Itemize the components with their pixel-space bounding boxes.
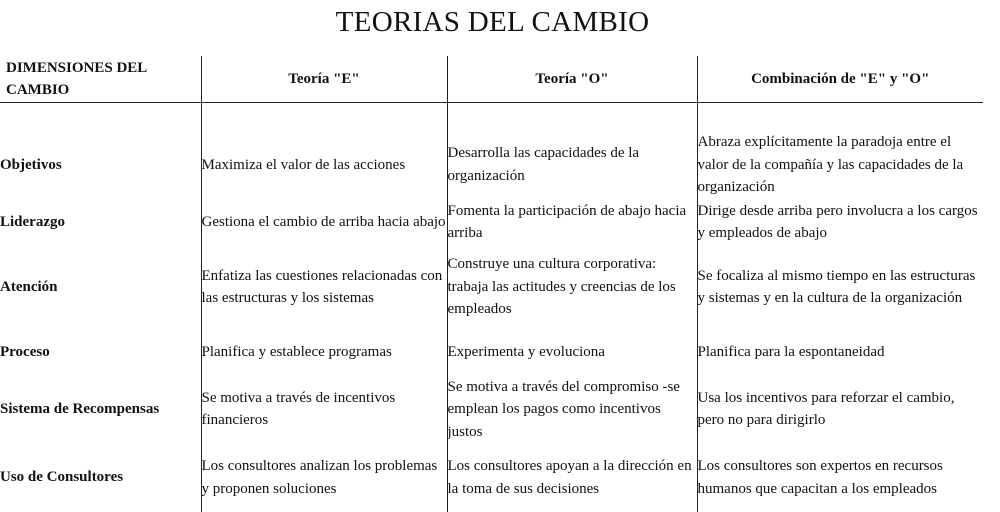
- table-body: [0, 103, 983, 512]
- row-label-atencion: Atención: [0, 246, 201, 329]
- cell-teoria-e: Enfatiza las cuestiones relacionadas con las estructuras y los sistemas: [201, 246, 447, 329]
- cell-combinacion: Abraza explícitamente la paradoja entre el valor de la compañía y las capacidades de la organización: [697, 103, 983, 199]
- header-teoria-e: Teoría "E": [201, 56, 447, 103]
- cell-teoria-e: Se motiva a través de incentivos financieros: [201, 376, 447, 444]
- cell-teoria-o: Fomenta la participación de abajo hacia arriba: [447, 199, 697, 246]
- cell-teoria-o: Construye una cultura corporativa: trabaja las actitudes y creencias de los empleados: [447, 246, 697, 329]
- cell-teoria-o: Desarrolla las capacidades de la organización: [447, 103, 697, 199]
- cell-teoria-e: Planifica y establece programas: [201, 329, 447, 376]
- header-teoria-o: Teoría "O": [447, 56, 697, 103]
- table-row: [0, 443, 983, 512]
- cell-teoria-o: Los consultores apoyan a la dirección en la toma de sus decisiones: [447, 443, 697, 512]
- table-row: [0, 329, 983, 376]
- row-label-objetivos: Objetivos: [0, 103, 201, 199]
- table-row: [0, 103, 983, 199]
- table-row: [0, 199, 983, 246]
- table-row: [0, 376, 983, 444]
- page-title: TEORIAS DEL CAMBIO: [0, 6, 985, 39]
- cell-combinacion: Los consultores son expertos en recursos humanos que capacitan a los empleados: [697, 443, 983, 512]
- cell-teoria-e: Gestiona el cambio de arriba hacia abajo: [201, 199, 447, 246]
- row-label-sistema-recompensas: Sistema de Recompensas: [0, 376, 201, 444]
- row-label-liderazgo: Liderazgo: [0, 199, 201, 246]
- cell-teoria-o: Se motiva a través del compromiso -se emplean los pagos como incentivos justos: [447, 376, 697, 444]
- cell-teoria-o: Experimenta y evoluciona: [447, 329, 697, 376]
- row-label-proceso: Proceso: [0, 329, 201, 376]
- header-combinacion: Combinación de "E" y "O": [697, 56, 983, 103]
- row-label-uso-consultores: Uso de Consultores: [0, 443, 201, 512]
- header-row: [0, 56, 983, 103]
- cell-combinacion: Usa los incentivos para reforzar el cambio, pero no para dirigirlo: [697, 376, 983, 444]
- cell-combinacion: Planifica para la espontaneidad: [697, 329, 983, 376]
- cell-teoria-e: Los consultores analizan los problemas y proponen soluciones: [201, 443, 447, 512]
- theories-table: [0, 56, 983, 512]
- cell-teoria-e: Maximiza el valor de las acciones: [201, 103, 447, 199]
- table-header: [0, 56, 983, 103]
- cell-combinacion: Dirige desde arriba pero involucra a los cargos y empleados de abajo: [697, 199, 983, 246]
- cell-combinacion: Se focaliza al mismo tiempo en las estructuras y sistemas y en la cultura de la organización: [697, 246, 983, 329]
- table-row: [0, 246, 983, 329]
- header-dimensiones: DIMENSIONES DEL CAMBIO: [0, 56, 201, 103]
